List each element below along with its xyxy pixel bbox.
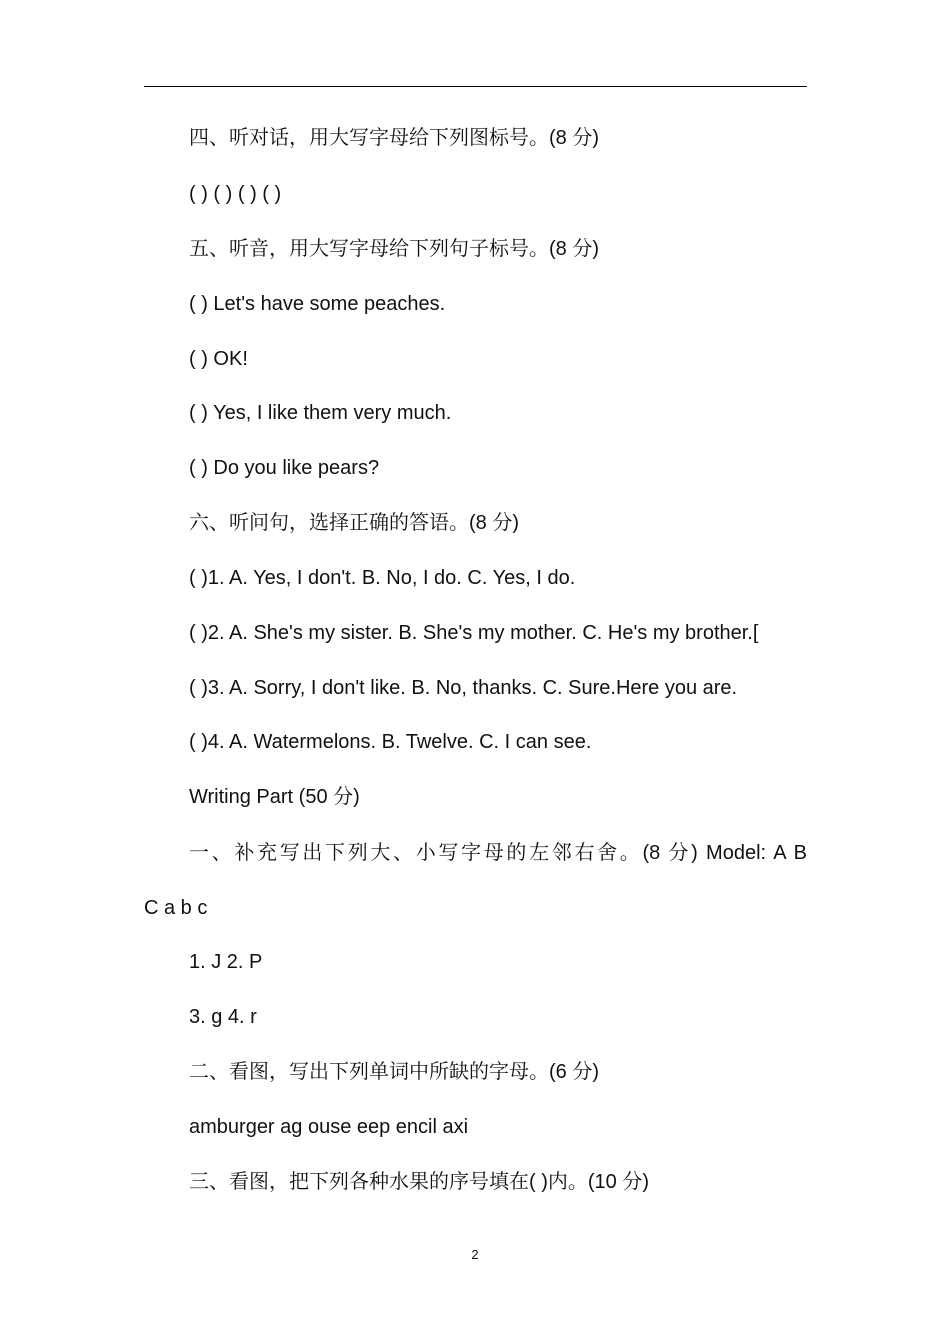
letter-item: 3. g 4. r [189, 1006, 257, 1028]
letter-item: 1. J 2. P [189, 951, 263, 973]
question-item: ( )4. A. Watermelons. B. Twelve. C. I can see. [189, 731, 592, 753]
header-rule [144, 86, 807, 87]
question-item: ( )1. A. Yes, I don't. B. No, I do. C. Yes, I do. [189, 567, 576, 589]
section-six-heading: 六、听问句，选择正确的答语。(8 分) [189, 512, 519, 534]
writing-section-two-heading: 二、看图，写出下列单词中所缺的字母。(6 分) [189, 1061, 599, 1083]
missing-letter-words: amburger ag ouse eep encil axi [189, 1116, 469, 1138]
page-number: 2 [471, 1247, 479, 1262]
writing-part-heading: Writing Part (50 分) [189, 786, 360, 808]
model-continuation: C a b c [144, 897, 208, 919]
writing-section-three-heading: 三、看图，把下列各种水果的序号填在( )内。(10 分) [189, 1171, 649, 1193]
sentence-item: ( ) OK! [189, 348, 248, 370]
section-five-heading: 五、听音，用大写字母给下列句子标号。(8 分) [189, 238, 599, 260]
question-item: ( )3. A. Sorry, I don't like. B. No, thanks. C. Sure.Here you are. [189, 677, 738, 699]
sentence-item: ( ) Yes, I like them very much. [189, 402, 452, 424]
section-four-heading: 四、听对话，用大写字母给下列图标号。(8 分) [189, 127, 599, 149]
answer-blanks: ( ) ( ) ( ) ( ) [189, 183, 282, 205]
sentence-item: ( ) Do you like pears? [189, 457, 380, 479]
question-item: ( )2. A. She's my sister. B. She's my mother. C. He's my brother.[ [189, 622, 759, 644]
sentence-item: ( ) Let's have some peaches. [189, 293, 446, 315]
writing-section-one-heading: 一、补充写出下列大、小写字母的左邻右舍。(8 分) Model: A B [189, 842, 807, 864]
